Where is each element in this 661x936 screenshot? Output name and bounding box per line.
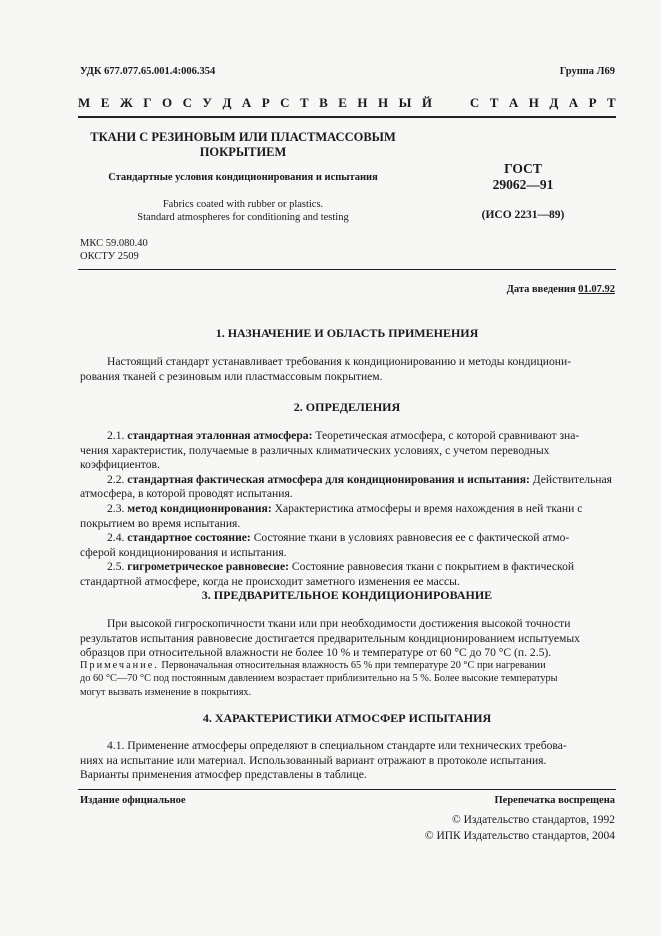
reprint-prohibited: Перепечатка воспрещена bbox=[494, 795, 615, 806]
date-value: 01.07.92 bbox=[578, 284, 615, 295]
banner-letter: С bbox=[182, 95, 192, 110]
definition-2-4: 2.4. стандартное состояние: Состояние ткани в условиях равновесия ее с фактической атмо- bbox=[107, 531, 570, 545]
banner-letter: Н bbox=[528, 95, 539, 110]
udc-code: УДК 677.077.65.001.4:006.354 bbox=[80, 66, 216, 77]
banner-letter: С bbox=[469, 95, 480, 110]
document-subtitle: Стандартные условия кондиционирования и испытания bbox=[108, 172, 378, 183]
footer-rule bbox=[78, 789, 616, 790]
banner-letter bbox=[442, 95, 445, 111]
okstu-code: ОКСТУ 2509 bbox=[80, 251, 139, 262]
banner-letter: У bbox=[202, 95, 212, 110]
section-1-text: Настоящий стандарт устанавливает требования к кондиционированию и методы кондициони- рования тканей с резиновым или пластмассовым покрытием. bbox=[80, 355, 572, 383]
definition-2-3: 2.3. метод кондиционирования: Характеристика атмосферы и время нахождения в ней ткани с bbox=[107, 501, 583, 515]
date-label: Дата введения bbox=[506, 284, 576, 295]
banner-letter bbox=[456, 95, 459, 111]
copyright-2004: © ИПК Издательство стандартов, 2004 bbox=[424, 830, 615, 842]
interstate-standard-banner bbox=[78, 95, 616, 111]
official-edition: Издание официальное bbox=[80, 795, 186, 806]
english-title-line-1: Fabrics coated with rubber or plastics. bbox=[162, 199, 324, 210]
banner-letter: Д bbox=[549, 95, 559, 110]
banner-letter: Е bbox=[338, 95, 347, 110]
iso-reference: (ИСО 2231—89) bbox=[481, 209, 565, 221]
banner-letter: А bbox=[241, 95, 252, 110]
banner-letter: Т bbox=[607, 95, 616, 110]
classification-codes bbox=[80, 237, 148, 263]
english-title-line-2: Standard atmospheres for conditioning and testing bbox=[137, 212, 349, 223]
group-code: Группа Л69 bbox=[559, 66, 615, 77]
section-2-heading: 2. ОПРЕДЕЛЕНИЯ bbox=[293, 400, 401, 414]
copyright-1992: © Издательство стандартов, 1992 bbox=[451, 814, 615, 826]
banner-letter: Н bbox=[357, 95, 368, 110]
definition-2-2: 2.2. стандартная фактическая атмосфера для кондиционирования и испытания: Действительная bbox=[107, 472, 612, 486]
banner-letter: Е bbox=[100, 95, 110, 110]
english-title bbox=[78, 198, 408, 224]
banner-letter: Г bbox=[143, 95, 152, 110]
banner-letter: Т bbox=[489, 95, 499, 110]
title-line-2: ПОКРЫТИЕМ bbox=[199, 145, 287, 159]
banner-letter: М bbox=[78, 95, 91, 110]
section-4-text: 4.1. Применение атмосферы определяют в специальном стандарте или технических требова- ниях на испытание или материал. Использованный вариант отражают в протоколе испытания. Варианты применения атмосфер представлены в таблице. bbox=[80, 739, 567, 782]
section-2-text: 2.1. стандартная эталонная атмосфера: Теоретическая атмосфера, с которой сравнивают зна- чения характеристик, получаемые в различных климатических условиях, с учетом переводных коэффициентов. 2.2. стандартная фактическая атмосфера для кондиционирования и испытания: Действительная атмосфера, в которой проводят испытания. 2.3. метод кондиционирования: Характеристика атмосферы и время нахождения в ней ткани с покрытием во время испытания. 2.4. стандартное состояние: Состояние ткани в условиях равновесия ее с фактической атмо- сферой кондиционирования и испытания. 2.5. гигрометрическое равновесие: Состояние равновесия ткани с покрытием в фактической стандартной атмосфере, когда не происходит заметного изменения ее массы. bbox=[80, 429, 616, 590]
banner-letter: С bbox=[280, 95, 290, 110]
banner-letter: А bbox=[508, 95, 519, 110]
section-4-heading: 4. ХАРАКТЕРИСТИКИ АТМОСФЕР ИСПЫТАНИЯ bbox=[202, 711, 492, 725]
banner-letter: А bbox=[568, 95, 579, 110]
document-title bbox=[78, 130, 408, 160]
banner-letter: О bbox=[161, 95, 173, 110]
definition-2-1: 2.1. стандартная эталонная атмосфера: Теоретическая атмосфера, с которой сравнивают зна- bbox=[107, 429, 580, 442]
header-rule bbox=[78, 269, 616, 270]
banner-letter: Р bbox=[588, 95, 597, 110]
banner-letter: Ж bbox=[119, 95, 133, 110]
banner-letter: Н bbox=[378, 95, 389, 110]
banner-letter: Й bbox=[421, 95, 432, 110]
banner-letter: Ы bbox=[398, 95, 412, 110]
gost-number: 29062—91 bbox=[492, 177, 554, 192]
introduction-date bbox=[507, 284, 615, 295]
gost-name: ГОСТ bbox=[504, 161, 542, 176]
section-3-text: При высокой гигроскопичности ткани или при необходимости достижения высокой точности результатов испытания равновесие достигается предварительным кондиционированием испытуемых образцов при относительной влажности не более 10 % и температуре от 60 °С до 70 °С (п. 2.5). bbox=[80, 617, 580, 660]
section-3-heading: 3. ПРЕДВАРИТЕЛЬНОЕ КОНДИЦИОНИРОВАНИЕ bbox=[201, 588, 493, 602]
title-line-1: ТКАНИ С РЕЗИНОВЫМ ИЛИ ПЛАСТМАССОВЫМ bbox=[90, 130, 396, 144]
banner-letter: Д bbox=[222, 95, 232, 110]
banner-rule bbox=[78, 116, 616, 118]
banner-letter: В bbox=[319, 95, 328, 110]
definition-2-5: 2.5. гигрометрическое равновесие: Состояние равновесия ткани с покрытием в фактической bbox=[107, 560, 575, 574]
banner-letter: Р bbox=[261, 95, 270, 110]
section-1-heading: 1. НАЗНАЧЕНИЕ И ОБЛАСТЬ ПРИМЕНЕНИЯ bbox=[215, 326, 479, 340]
section-3-note: Примечание. Первоначальная относительная влажность 65 % при температуре 20 °С при нагревании до 60 °С—70 °С под постоянным давлением возрастает приблизительно на 5 %. Более высокие температуры могут вызвать изменение в покрытиях. bbox=[80, 660, 558, 698]
note-label: Примечание. bbox=[80, 660, 159, 671]
gost-designation bbox=[432, 161, 614, 193]
banner-letter: Т bbox=[300, 95, 309, 110]
mks-code: МКС 59.080.40 bbox=[80, 238, 148, 249]
